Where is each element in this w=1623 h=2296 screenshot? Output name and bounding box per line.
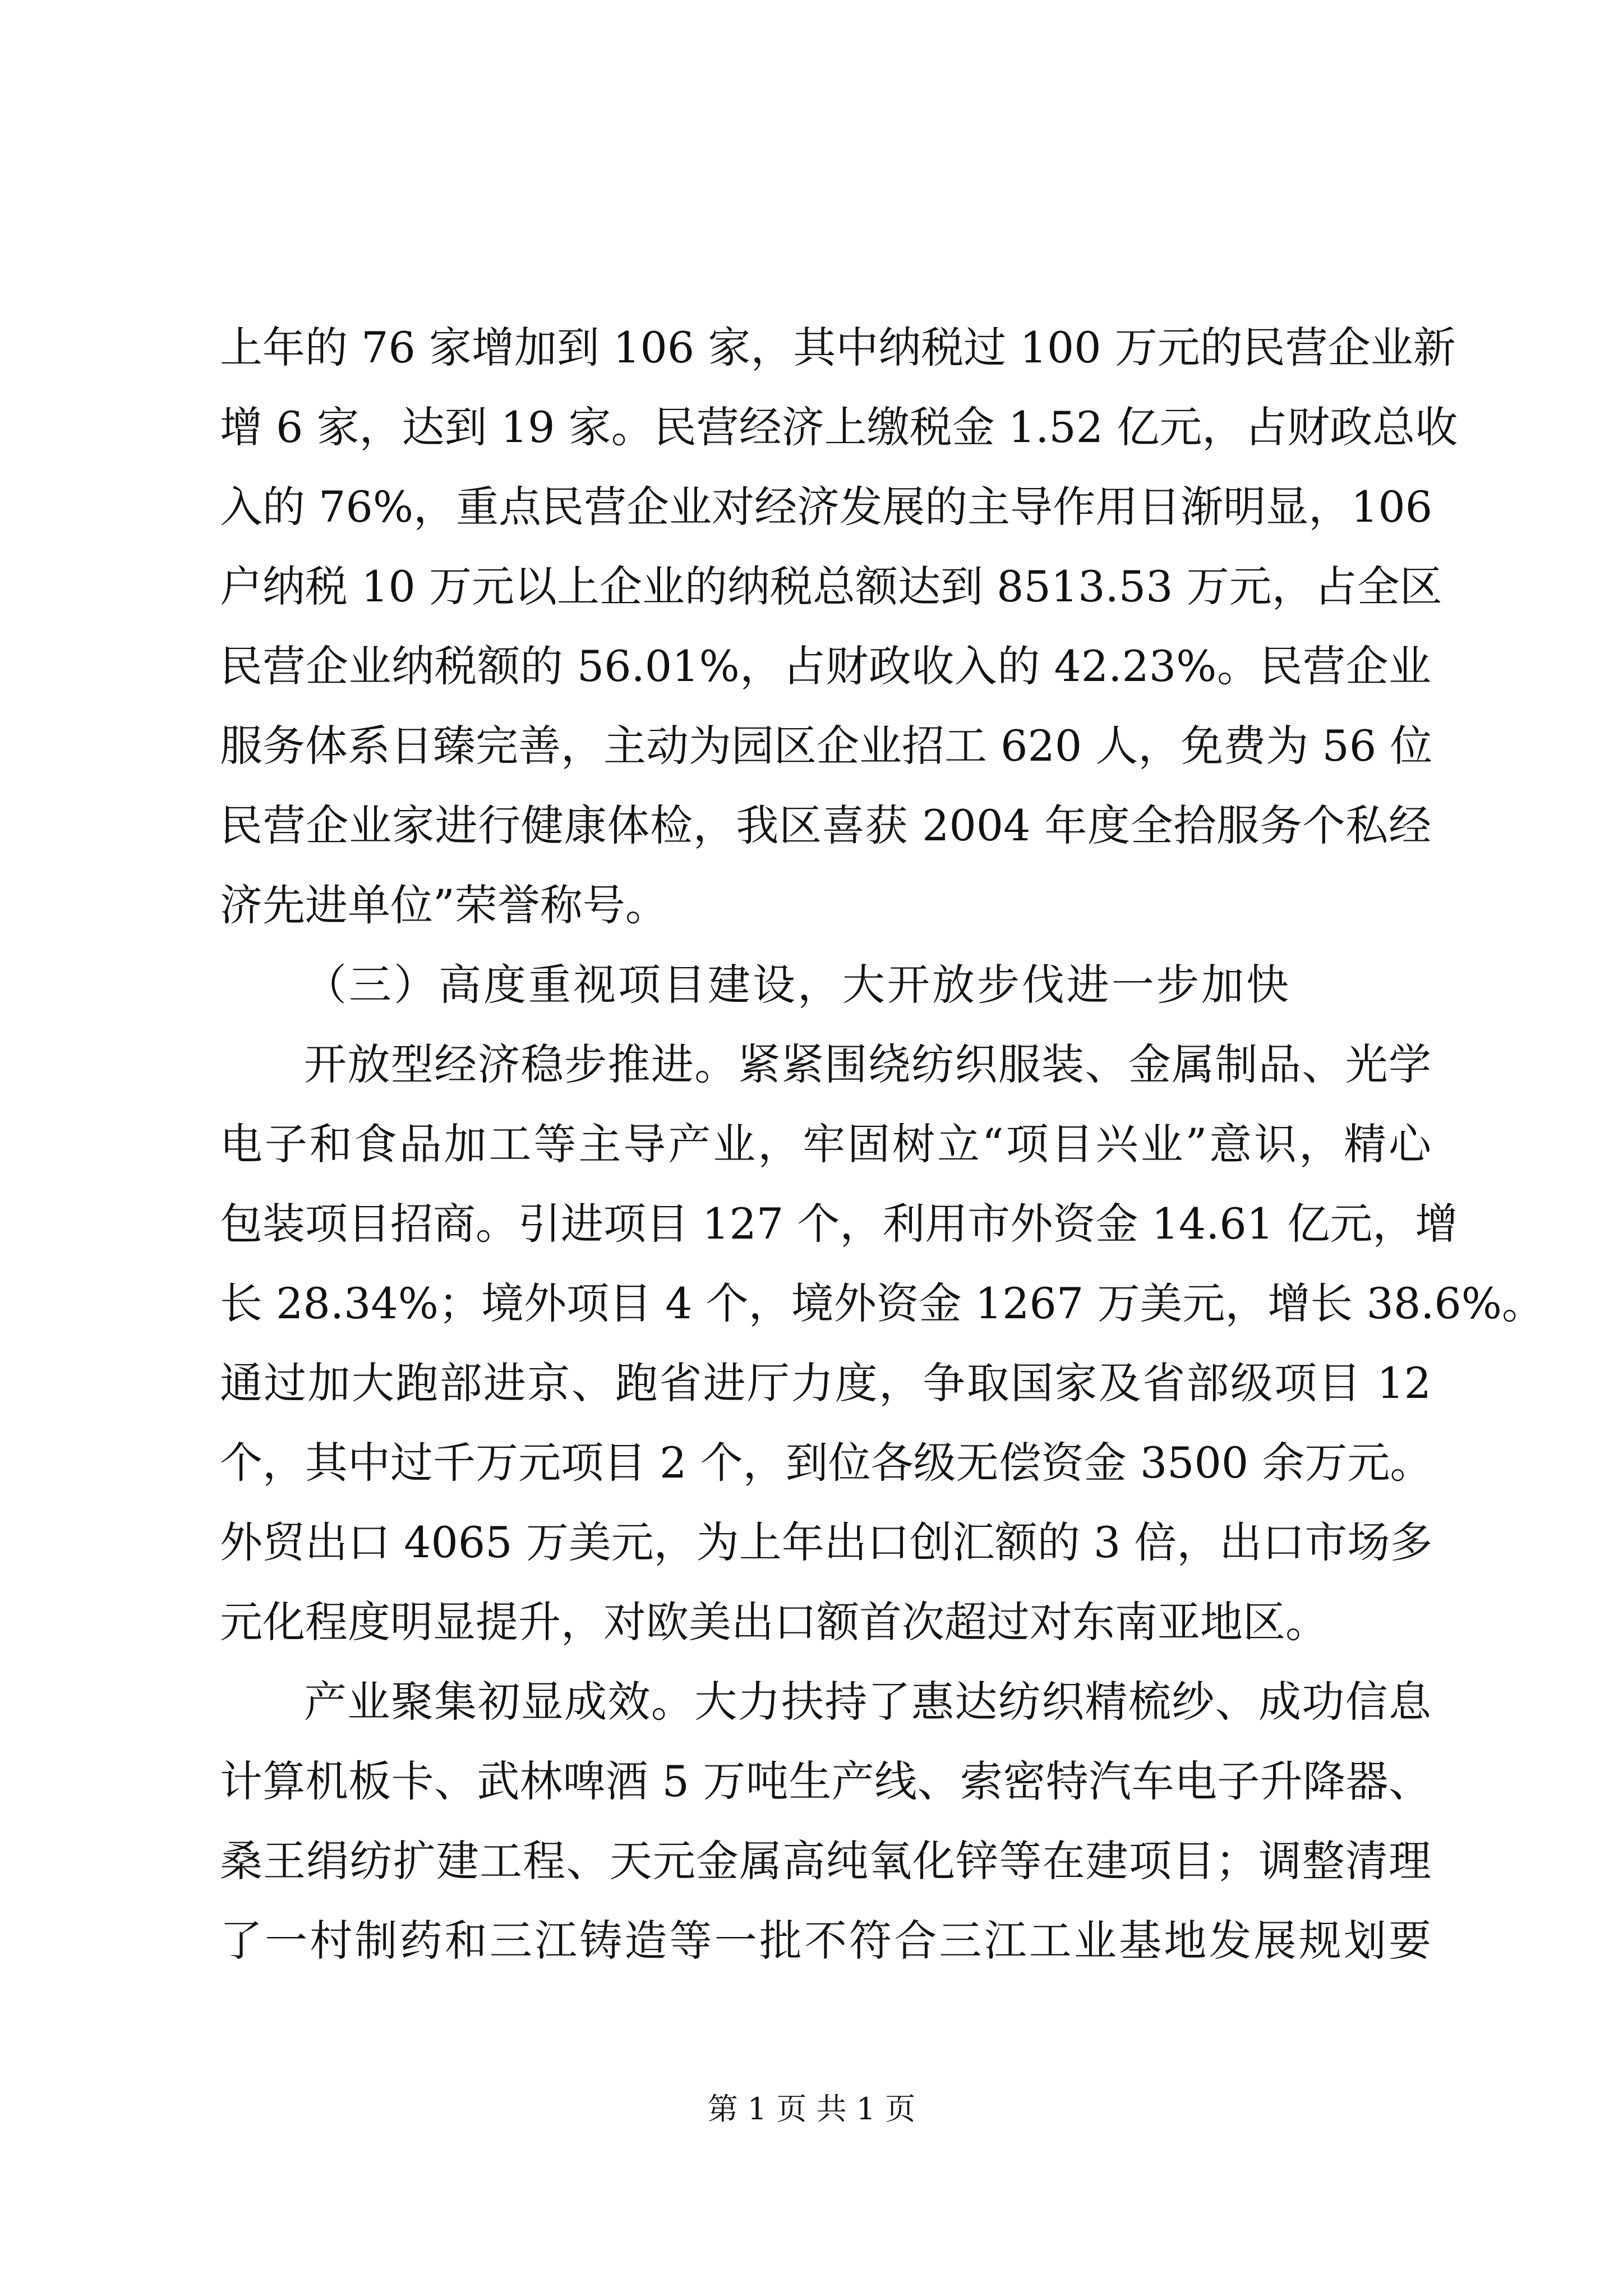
paragraph-line: 桑王绢纺扩建工程、天元金属高纯氧化锌等在建项目；调整清理 [220, 1836, 1431, 1886]
paragraph-line: 包装项目招商。引进项目 127 个，利用市外资金 14.61 亿元，增 [220, 1199, 1458, 1249]
paragraph-line: 增 6 家，达到 19 家。民营经济上缴税金 1.52 亿元，占财政总收 [220, 402, 1458, 452]
paragraph-line: 户纳税 10 万元以上企业的纳税总额达到 8513.53 万元，占全区 [220, 562, 1442, 611]
paragraph-line: 外贸出口 4065 万美元，为上年出口创汇额的 3 倍，出口市场多 [220, 1517, 1433, 1567]
paragraph-line: 入的 76%，重点民营企业对经济发展的主导作用日渐明显，106 [220, 482, 1433, 532]
paragraph-line: 电子和食品加工等主导产业，牢固树立“项目兴业”意识，精心 [220, 1119, 1431, 1169]
paragraph-line: 民营企业纳税额的 56.01%，占财政收入的 42.23%。民营企业 [220, 641, 1431, 691]
paragraph-line: 开放型经济稳步推进。紧紧围绕纺织服装、金属制品、光学 [304, 1039, 1431, 1089]
paragraph-line: 服务体系日臻完善，主动为园区企业招工 620 人，免费为 56 位 [220, 721, 1433, 771]
paragraph-line: 产业聚集初显成效。大力扶持了惠达纺织精梳纱、成功信息 [304, 1677, 1431, 1727]
paragraph-line: 通过加大跑部进京、跑省进厅力度，争取国家及省部级项目 12 [220, 1358, 1431, 1408]
paragraph-line: 个，其中过千万元项目 2 个，到位各级无偿资金 3500 余万元。 [220, 1438, 1433, 1488]
paragraph-line: 民营企业家进行健康体检，我区喜获 2004 年度全拾服务个私经 [220, 800, 1431, 850]
page-footer: 第 1 页 共 1 页 [707, 2091, 916, 2127]
paragraph-line: 长 28.34%；境外项目 4 个，境外资金 1267 万美元，增长 38.6%。 [220, 1278, 1544, 1328]
paragraph-line: 元化程度明显提升，对欧美出口额首次超过对东南亚地区。 [220, 1597, 1328, 1647]
paragraph-line: 了一村制药和三江铸造等一批不符合三江工业基地发展规划要 [220, 1916, 1431, 1966]
section-heading: （三）高度重视项目建设，大开放步伐进一步加快 [304, 960, 1291, 1010]
paragraph-line: 计算机板卡、武林啤酒 5 万吨生产线、索密特汽车电子升降器、 [220, 1756, 1431, 1806]
paragraph-line: 上年的 76 家增加到 106 家，其中纳税过 100 万元的民营企业新 [220, 323, 1456, 372]
paragraph-line: 济先进单位”荣誉称号。 [220, 880, 668, 930]
